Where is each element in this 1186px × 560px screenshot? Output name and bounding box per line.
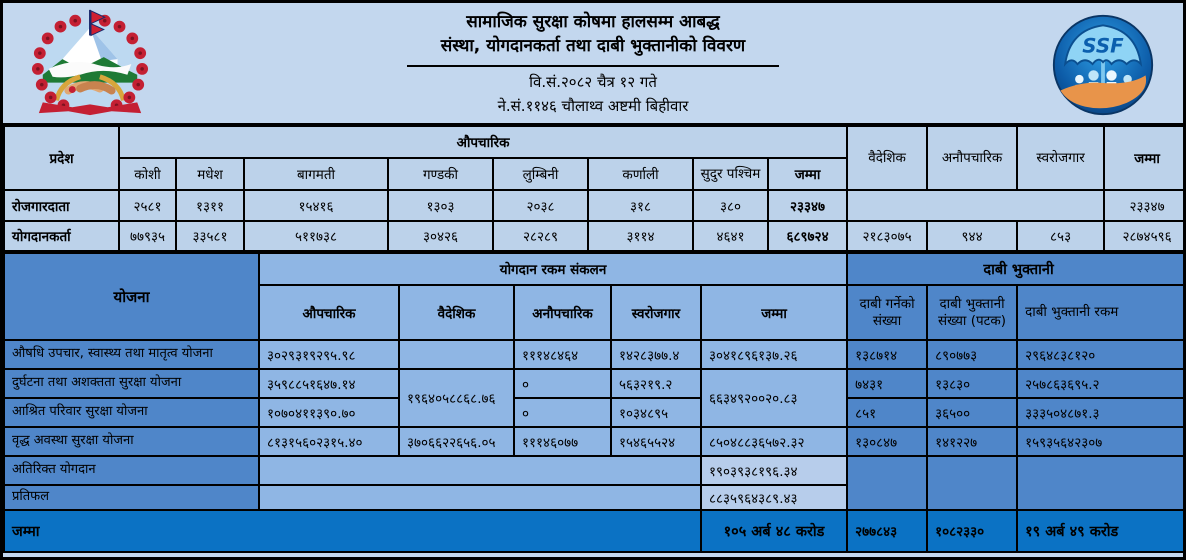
table-cell: ० [514, 398, 611, 427]
report-header [3, 3, 1183, 125]
table-cell: २५७८६३६९५.२ [1017, 369, 1186, 398]
table-cell: ० [514, 369, 611, 398]
table-cell: ८५३ [1017, 221, 1104, 251]
grand-total-label: जम्मा [4, 510, 701, 552]
province-corner-header: प्रदेश [4, 126, 119, 190]
table-cell: ३५९८८५१६४७.१४ [259, 369, 399, 398]
title-line-2: संस्था, योगदानकर्ता तथा दाबी भुक्तानीको विवरण [407, 35, 779, 67]
table-cell: १०८२३३० [927, 510, 1017, 552]
table-cell: ४६४१ [693, 221, 768, 251]
table-cell: २७७८४३ [847, 510, 927, 552]
table-cell: १५४६५५२४ [611, 427, 701, 456]
scheme-label: वृद्ध अवस्था सुरक्षा योजना [4, 427, 259, 456]
table-cell: ३०४२६ [388, 221, 493, 251]
table-cell: ७४३१ [847, 369, 927, 398]
scheme-label: दुर्घटना तथा अशक्तता सुरक्षा योजना [4, 369, 259, 398]
employer-row [4, 190, 1186, 221]
table-cell: ७७९३५ [119, 221, 176, 251]
grand-total-row [4, 510, 1186, 552]
col-header-koshi: कोशी [119, 158, 176, 190]
col-header-foreign: वैदेशिक [399, 285, 514, 340]
table-cell: १३०८४७ [847, 427, 927, 456]
table-cell: १३११ [176, 190, 244, 221]
col-header-self-employed: स्वरोजगार [611, 285, 701, 340]
table-cell: २८२८९ [493, 221, 588, 251]
table-cell: १०७०४११३९०.७० [259, 398, 399, 427]
scheme-row-dependent [4, 398, 1186, 427]
table-cell: २०३८ [493, 190, 588, 221]
table-cell: १९ अर्ब ४९ करोड [1017, 510, 1186, 552]
collection-section-header: योगदान रकम संकलन [259, 253, 847, 285]
table-cell: १०३४८९५ [611, 398, 701, 427]
table-cell: १३०३ [388, 190, 493, 221]
scheme-row-accident [4, 369, 1186, 398]
empty-merged-cell [1017, 456, 1186, 510]
table-cell: १५४१६ [244, 190, 388, 221]
table-cell: ८९०७७३ [927, 340, 1017, 369]
col-header-gandaki: गण्डकी [388, 158, 493, 190]
ssf-logo [1051, 13, 1155, 121]
table-cell-merged: १९६४०५८८६८.७६ [399, 369, 514, 427]
table-cell: ३११४ [588, 221, 693, 251]
nepal-emblem-icon [29, 7, 151, 119]
empty-merged-cell [927, 456, 1017, 510]
formal-section-header: औपचारिक [119, 126, 847, 158]
table-cell: २५८१ [119, 190, 176, 221]
scheme-corner-header: योजना [4, 253, 259, 340]
table-cell: १३८३० [927, 369, 1017, 398]
col-header-formal-total: जम्मा [768, 158, 847, 190]
row-label: अतिरिक्त योगदान [4, 456, 259, 485]
col-header-informal: अनौपचारिक [927, 126, 1017, 190]
table-cell [399, 340, 514, 369]
date-ns: ने.सं.११४६ चौलाथ्व अष्टमी बिहीवार [497, 96, 689, 115]
employer-row-label: रोजगारदाता [4, 190, 119, 221]
table-cell: १९०३९३८१९६.३४ [701, 456, 847, 485]
col-header-foreign: वैदेशिक [847, 126, 927, 190]
col-header-total: जम्मा [701, 285, 847, 340]
col-header-madhesh: मधेश [176, 158, 244, 190]
table-cell: ३०४१८९६१३७.२६ [701, 340, 847, 369]
empty-merged-cell [259, 485, 701, 510]
col-header-lumbini: लुम्बिनी [493, 158, 588, 190]
col-header-self-employed: स्वरोजगार [1017, 126, 1104, 190]
table-cell: १४१२२७ [927, 427, 1017, 456]
table-cell: ५११७३८ [244, 221, 388, 251]
table-cell: १५९३५६४२३०७ [1017, 427, 1186, 456]
table-cell: ८५१ [847, 398, 927, 427]
table-cell: ३६५०० [927, 398, 1017, 427]
table-cell: ३८० [693, 190, 768, 221]
table-cell: ३१८ [588, 190, 693, 221]
col-header-claim-paid-count: दाबी भुक्तानी संख्या (पटक) [927, 285, 1017, 340]
table-cell: ३७०६६२२६५६.०५ [399, 427, 514, 456]
table-cell: २३३४७ [1104, 190, 1186, 221]
nepal-emblem-logo [29, 7, 151, 123]
scheme-label: आश्रित परिवार सुरक्षा योजना [4, 398, 259, 427]
table-cell: ३३३५०४८७१.३ [1017, 398, 1186, 427]
contributor-row-label: योगदानकर्ता [4, 221, 119, 251]
contributor-row [4, 221, 1186, 251]
table-cell: २१८३०७५ [847, 221, 927, 251]
table-cell: १४२८३७७.४ [611, 340, 701, 369]
title-line-1: सामाजिक सुरक्षा कोषमा हालसम्म आबद्ध [466, 11, 720, 32]
date-bs: वि.सं.२०८२ चैत्र १२ गते [529, 73, 657, 92]
col-header-sudurpashchim: सुदुर पश्चिम [693, 158, 768, 190]
col-header-informal: अनौपचारिक [514, 285, 611, 340]
table-cell: ३०२९३१९२९५.९८ [259, 340, 399, 369]
employer-other-empty-cell [847, 190, 1104, 221]
ssf-logo-text: SSF [1082, 34, 1124, 58]
table-cell: ८१३१५६०२३१५.४० [259, 427, 399, 456]
scheme-label: औषधि उपचार, स्वास्थ्य तथा मातृत्व योजना [4, 340, 259, 369]
col-header-karnali: कर्णाली [588, 158, 693, 190]
scheme-row-medicine [4, 340, 1186, 369]
col-header-claim-count: दाबी गर्नेको संख्या [847, 285, 927, 340]
col-header-claim-paid-amount: दाबी भुक्तानी रकम [1017, 285, 1186, 340]
col-header-bagmati: बागमती [244, 158, 388, 190]
table-cell: १०५ अर्ब ४८ करोड [701, 510, 847, 552]
col-header-grand-total: जम्मा [1104, 126, 1186, 190]
table-cell: ९४४ [927, 221, 1017, 251]
title-block [3, 3, 1183, 123]
table-cell: ३३५८१ [176, 221, 244, 251]
table-cell: ५६३२१९.२ [611, 369, 701, 398]
province-summary-table [3, 125, 1186, 252]
table-cell: २८७४५९६ [1104, 221, 1186, 251]
claims-section-header: दाबी भुक्तानी [847, 253, 1186, 285]
row-label: प्रतिफल [4, 485, 259, 510]
table-cell: २९६४८३८१२० [1017, 340, 1186, 369]
table-cell: ८५०४८८३६५७२.३२ [701, 427, 847, 456]
table-cell: ८८३५९६४३८९.४३ [701, 485, 847, 510]
table-cell: १११४६०७७ [514, 427, 611, 456]
empty-merged-cell [847, 456, 927, 510]
table-cell: ६८९७२४ [768, 221, 847, 251]
col-header-formal: औपचारिक [259, 285, 399, 340]
table-cell: २३३४७ [768, 190, 847, 221]
table-cell: १३८७१४ [847, 340, 927, 369]
table-cell-merged: ६६३४९२००२०.८३ [701, 369, 847, 427]
scheme-row-oldage [4, 427, 1186, 456]
additional-contribution-row [4, 456, 1186, 485]
table-cell: १११४८४६४ [514, 340, 611, 369]
empty-merged-cell [259, 456, 701, 485]
ssf-logo-icon [1051, 13, 1155, 117]
scheme-collection-claims-table [3, 252, 1186, 553]
